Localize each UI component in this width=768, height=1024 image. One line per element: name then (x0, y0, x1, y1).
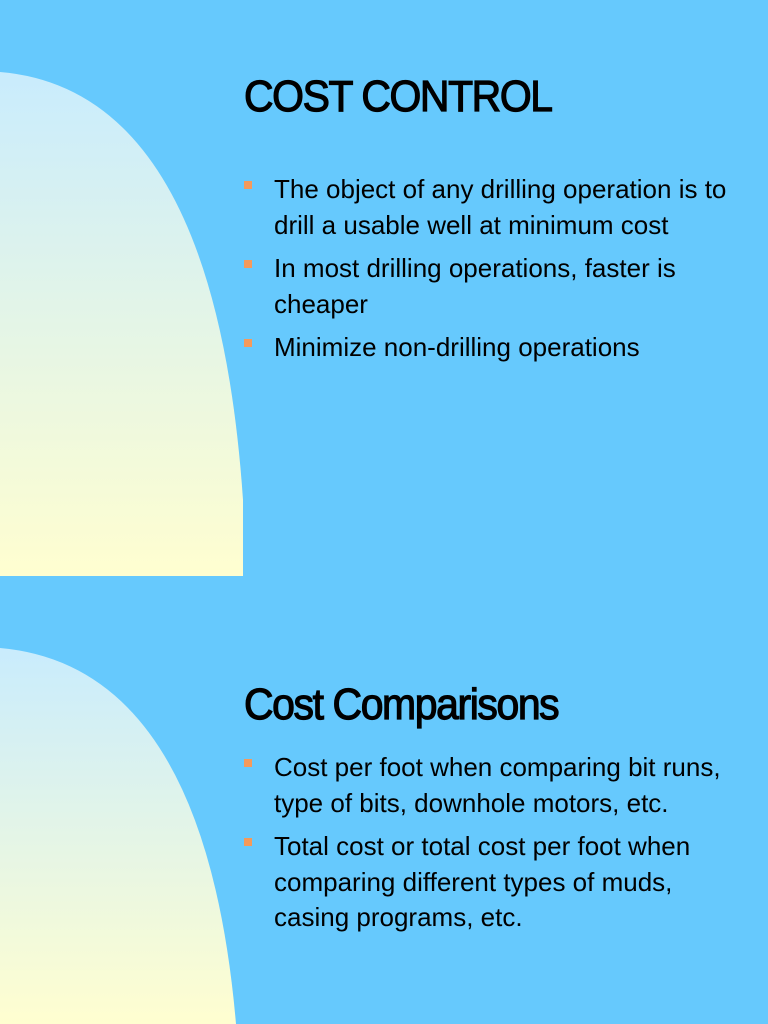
bullet-item (243, 330, 753, 366)
square-bullet-icon (244, 260, 252, 268)
bullet-text: Cost per foot when comparing bit runs, type of bits, downhole motors, etc. (274, 752, 721, 818)
bullet-list (243, 750, 753, 944)
bullet-text: Minimize non-drilling operations (274, 332, 640, 362)
slide-2 (0, 576, 768, 1024)
bullet-item (243, 251, 753, 322)
decorative-arc (0, 0, 250, 576)
bullet-text: Total cost or total cost per foot when comparing different types of muds, casing programs, etc. (274, 831, 691, 932)
square-bullet-icon (244, 339, 252, 347)
bullet-text: The object of any drilling operation is to drill a usable well at minimum cost (274, 174, 727, 240)
slide-title: COST CONTROL (244, 72, 552, 121)
bullet-item (243, 829, 753, 936)
square-bullet-icon (244, 181, 252, 189)
decorative-arc (0, 576, 250, 1024)
bullet-list (243, 172, 753, 374)
bullet-item (243, 750, 753, 821)
square-bullet-icon (244, 759, 252, 767)
bullet-item (243, 172, 753, 243)
bullet-text: In most drilling operations, faster is cheaper (274, 253, 676, 319)
square-bullet-icon (244, 838, 252, 846)
slide-title: Cost Comparisons (244, 680, 559, 729)
